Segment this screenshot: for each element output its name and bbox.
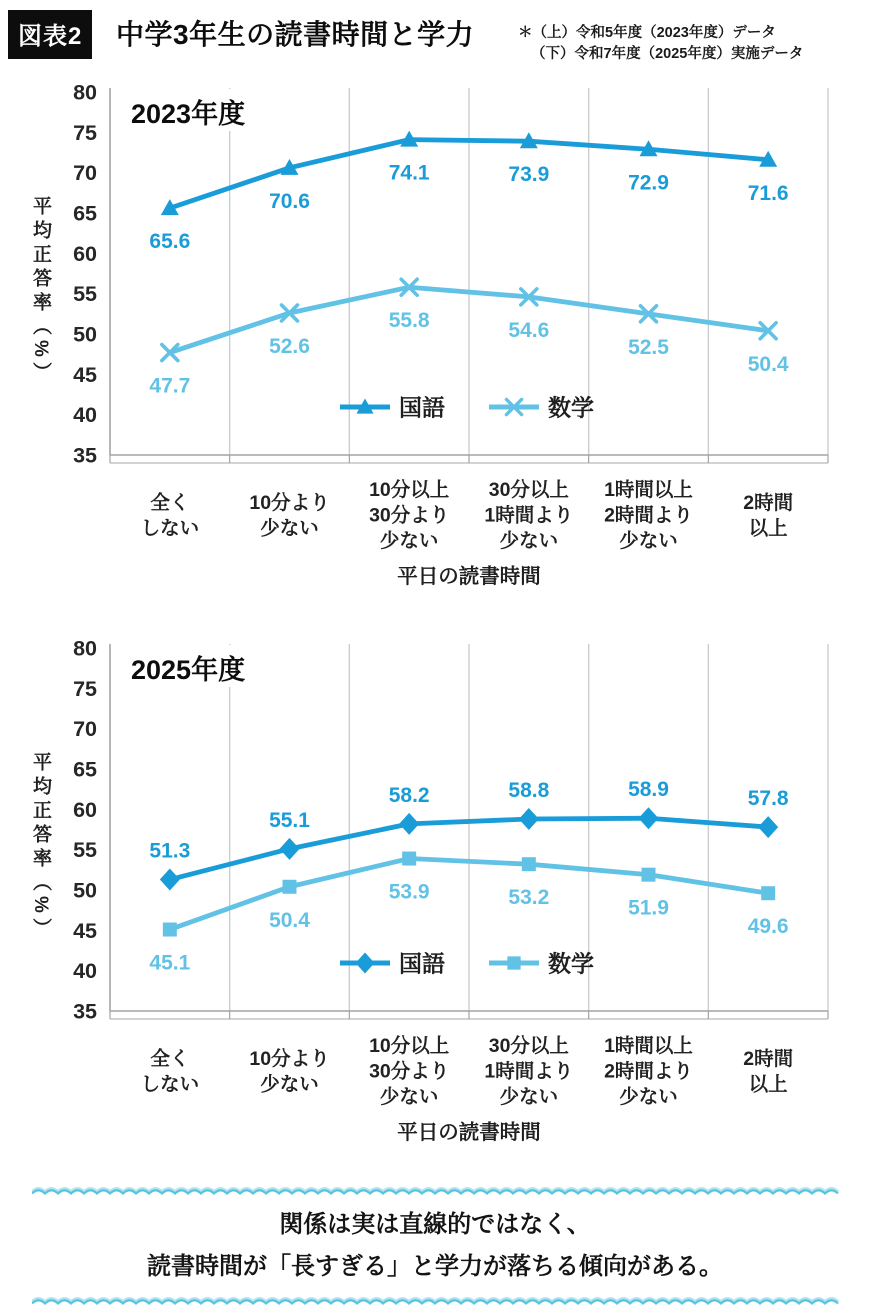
- y-tick-label: 60: [73, 797, 97, 822]
- square-marker-icon: [163, 923, 177, 937]
- y-tick-label: 55: [73, 838, 97, 863]
- y-tick-label: 65: [73, 201, 97, 226]
- y-tick-label: 40: [73, 403, 97, 428]
- line-chart-svg: [0, 634, 870, 1174]
- y-tick-label: 50: [73, 322, 97, 347]
- figure-note: [518, 23, 803, 65]
- x-axis-title: 平日の読書時間: [397, 565, 541, 588]
- x-category-label: 少ない: [619, 1086, 678, 1108]
- value-label: 57.8: [747, 787, 789, 811]
- conclusion-note: [0, 1204, 870, 1288]
- y-tick-label: 65: [73, 757, 97, 782]
- value-label: 53.9: [388, 880, 430, 904]
- y-axis-title: 平均正答率（%）: [30, 196, 51, 386]
- x-category-label: 1時間以上: [604, 1035, 693, 1057]
- diamond-marker-icon: [639, 807, 659, 829]
- x-category-label: 30分より: [369, 504, 450, 527]
- y-tick-label: 50: [73, 878, 97, 903]
- value-label: 52.6: [269, 335, 310, 359]
- y-axis-title: 平均正答率（%）: [30, 752, 51, 942]
- value-label: 72.9: [628, 171, 669, 195]
- value-label: 54.6: [508, 318, 550, 342]
- x-category-label: 少ない: [499, 1086, 559, 1108]
- chart-2025: [0, 634, 870, 1174]
- value-label: 73.9: [508, 163, 550, 187]
- value-label: 45.1: [149, 951, 191, 975]
- x-category-label: 30分以上: [488, 1035, 569, 1057]
- value-label: 71.6: [747, 181, 789, 205]
- x-category-label: 全く: [150, 1047, 190, 1070]
- value-label: 58.8: [508, 779, 550, 803]
- value-label: 58.2: [388, 783, 430, 807]
- legend-label: 国語: [399, 950, 445, 977]
- value-label: 51.9: [628, 896, 669, 920]
- diamond-marker-icon: [399, 813, 419, 835]
- x-category-label: 以上: [748, 517, 788, 540]
- x-category-label: 10分以上: [369, 479, 450, 501]
- x-category-label: 1時間より: [484, 504, 574, 527]
- y-tick-label: 35: [73, 443, 97, 468]
- value-label: 51.3: [149, 839, 191, 863]
- x-category-label: 少ない: [499, 530, 559, 552]
- value-label: 50.4: [269, 908, 310, 932]
- x-category-label: 2時間: [743, 491, 794, 514]
- x-axis-title: 平日の読書時間: [397, 1121, 541, 1144]
- note-line-2: （下）令和7年度（2025年度）実施データ: [531, 46, 804, 62]
- x-category-label: 少ない: [379, 1086, 439, 1108]
- x-category-label: 1時間以上: [604, 479, 693, 501]
- x-category-label: 少ない: [260, 1073, 319, 1096]
- value-label: 58.9: [628, 778, 669, 802]
- value-label: 50.4: [747, 352, 789, 376]
- x-category-label: 以上: [748, 1073, 788, 1096]
- line-chart-svg: [0, 78, 870, 618]
- value-label: 74.1: [388, 161, 430, 185]
- chart-2025-plot: [0, 634, 870, 1179]
- figure-number-badge: 図表2: [8, 10, 92, 59]
- y-tick-label: 45: [73, 362, 97, 387]
- x-category-label: 10分より: [249, 491, 330, 514]
- square-marker-icon: [283, 880, 297, 894]
- square-marker-icon: [522, 857, 536, 871]
- legend-label: 数学: [548, 950, 594, 977]
- chart-title: 2023年度: [131, 99, 246, 129]
- square-marker-icon: [761, 886, 775, 900]
- x-category-label: 10分より: [249, 1047, 330, 1070]
- y-tick-label: 80: [73, 636, 97, 661]
- conclusion-line-2: 読書時間が「長すぎる」と学力が落ちる傾向がある。: [147, 1253, 723, 1280]
- legend-label: 国語: [399, 394, 445, 421]
- value-label: 65.6: [149, 230, 191, 254]
- diamond-marker-icon: [356, 953, 375, 974]
- y-tick-label: 70: [73, 717, 97, 742]
- x-category-label: 10分以上: [369, 1035, 450, 1057]
- x-category-label: 30分より: [369, 1060, 450, 1083]
- x-category-label: 全く: [150, 491, 190, 514]
- x-category-label: 2時間より: [604, 504, 693, 527]
- square-marker-icon: [507, 956, 520, 969]
- value-label: 53.2: [508, 886, 550, 910]
- y-tick-label: 70: [73, 161, 97, 186]
- diamond-marker-icon: [280, 838, 300, 860]
- x-category-label: 少ない: [260, 517, 319, 540]
- note-line-1: ＊（上）令和5年度（2023年度）データ: [518, 25, 776, 41]
- conclusion-line-1: 関係は実は直線的ではなく、: [279, 1211, 591, 1238]
- y-tick-label: 35: [73, 999, 97, 1024]
- square-marker-icon: [642, 868, 656, 882]
- value-label: 52.5: [628, 335, 669, 359]
- x-category-label: しない: [140, 1073, 200, 1096]
- x-category-label: 2時間: [743, 1047, 794, 1070]
- value-label: 55.1: [269, 808, 310, 832]
- square-marker-icon: [402, 852, 416, 866]
- x-category-label: 30分以上: [488, 479, 569, 501]
- x-category-label: 2時間より: [604, 1060, 693, 1083]
- y-tick-label: 55: [73, 282, 97, 307]
- legend-label: 数学: [548, 394, 594, 421]
- x-category-label: 少ない: [379, 530, 439, 552]
- x-category-label: 少ない: [619, 530, 678, 552]
- wavy-divider-bottom: [32, 1294, 840, 1308]
- y-tick-label: 75: [73, 120, 97, 145]
- diamond-marker-icon: [758, 816, 778, 838]
- y-tick-label: 60: [73, 241, 97, 266]
- diamond-marker-icon: [519, 808, 539, 830]
- chart-2023: [0, 78, 870, 618]
- diamond-marker-icon: [160, 869, 180, 891]
- value-label: 49.6: [747, 915, 789, 939]
- figure-title: 中学3年生の読書時間と学力: [116, 19, 475, 50]
- value-label: 47.7: [149, 374, 191, 398]
- x-category-label: 1時間より: [484, 1060, 574, 1083]
- y-tick-label: 45: [73, 918, 97, 943]
- y-tick-label: 80: [73, 80, 97, 105]
- chart-2023-plot: [0, 78, 870, 623]
- y-tick-label: 40: [73, 959, 97, 984]
- chart-title: 2025年度: [131, 655, 246, 685]
- value-label: 70.6: [269, 189, 310, 213]
- y-tick-label: 75: [73, 676, 97, 701]
- value-label: 55.8: [388, 309, 430, 333]
- wavy-divider-top: [32, 1184, 840, 1198]
- x-category-label: しない: [140, 517, 200, 540]
